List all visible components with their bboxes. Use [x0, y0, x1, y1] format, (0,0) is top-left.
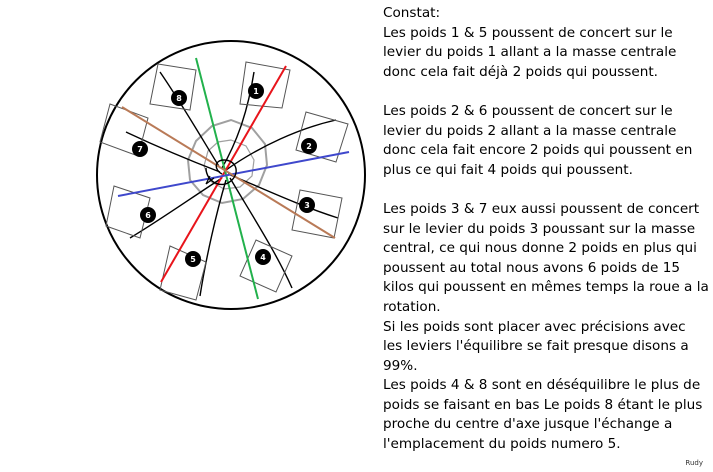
- lever-arm: [230, 178, 292, 288]
- weight-label-2: 2: [306, 142, 312, 151]
- weight-frames: [100, 62, 348, 300]
- paragraph-4: Si les poids sont placer avec précisions avec les leviers l'équilibre se fait presque disons a 99%.: [383, 318, 689, 374]
- weight-label-5: 5: [190, 255, 196, 264]
- paragraph-1: Les poids 1 & 5 poussent de concert sur le levier du poids 1 allant a la masse centrale donc cela fait déjà 2 poids qui poussent.: [383, 24, 677, 80]
- heading: Constat:: [383, 5, 441, 21]
- lever-arm: [222, 72, 254, 168]
- weight-label-1: 1: [253, 87, 259, 96]
- weight-label-3: 3: [304, 201, 310, 210]
- weight-label-8: 8: [176, 94, 182, 103]
- signature: Rudy: [685, 459, 703, 467]
- paragraph-3: Les poids 3 & 7 eux aussi poussent de concert sur le levier du poids 3 poussant sur la masse central, ce qui nous donne 2 poids en plus qui poussent au total nous avons 6 poids de 15 kilos qui poussent en mêmes temps la roue a la rotation.: [383, 200, 709, 315]
- weight-label-4: 4: [260, 253, 266, 262]
- lever-arm: [130, 178, 222, 238]
- weight-label-6: 6: [145, 211, 151, 220]
- weight-frame: [292, 190, 342, 238]
- explanation-text: [383, 4, 709, 455]
- weight-frame: [240, 240, 292, 292]
- paragraph-5: Les poids 4 & 8 sont en déséquilibre le plus de poids se faisant en bas Le poids 8 étant le plus proche du centre d'axe jusque l'échange a l'emplacement du poids numero 5.: [383, 377, 703, 453]
- paragraph-2: Les poids 2 & 6 poussent de concert sur le levier du poids 2 allant a la masse centrale donc cela fait encore 2 poids qui poussent en plus ce qui fait 4 poids qui poussent.: [383, 102, 693, 178]
- weight-label-7: 7: [137, 145, 143, 154]
- lever-arm: [200, 180, 226, 296]
- central-hub: [188, 120, 267, 203]
- lever-arm: [228, 174, 338, 218]
